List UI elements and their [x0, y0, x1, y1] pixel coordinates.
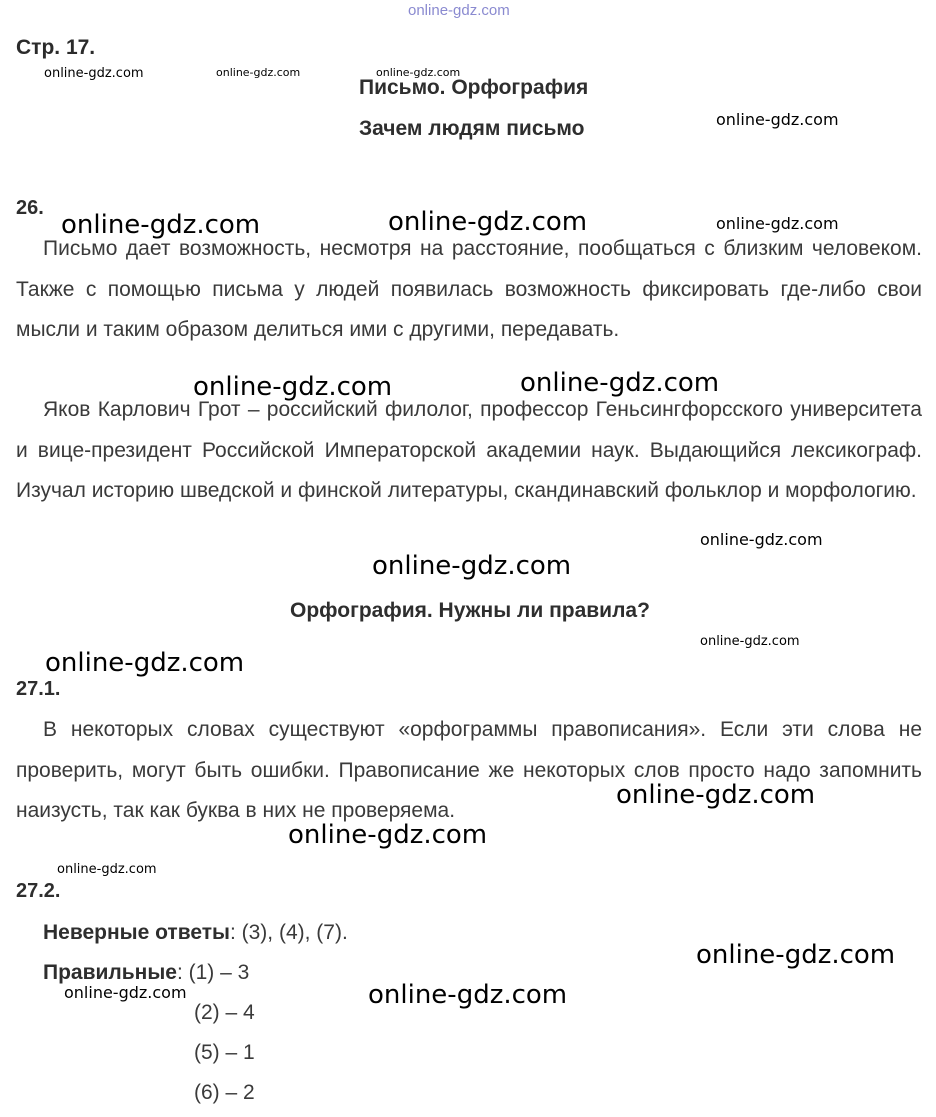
header-watermark: online-gdz.com	[408, 2, 510, 19]
watermark: online-gdz.com	[216, 66, 301, 79]
wrong-answers-label: Неверные ответы	[43, 921, 230, 944]
right-answer-2: (2) – 4	[194, 1001, 255, 1024]
watermark: online-gdz.com	[376, 66, 461, 79]
exercise-26-number: 26.	[16, 197, 44, 219]
watermark: online-gdz.com	[716, 214, 839, 233]
page-subtitle: Зачем людям письмо	[359, 117, 585, 140]
wrong-answers-values: : (3), (4), (7).	[229, 921, 348, 944]
wrong-answers	[43, 921, 348, 945]
exercise-26-paragraph-1: Письмо дает возможность, несмотря на расстояние, пообщаться с близким человеком. Также с помощью письма у людей появилась возможность фиксировать где-либо свои мысли и таким образом делиться ими с другими, передавать.	[16, 237, 922, 341]
watermark: online-gdz.com	[616, 780, 816, 810]
watermark: online-gdz.com	[57, 862, 157, 877]
exercise-27-1-paragraph: В некоторых словах существуют «орфограммы правописания». Если эти слова не проверить, могут быть ошибки. Правописание же некоторых слов просто надо запомнить наизусть, так как буква в них не проверяема.	[16, 718, 922, 822]
right-answers-label: Правильные	[43, 961, 177, 984]
watermark: online-gdz.com	[64, 983, 187, 1002]
right-answers	[43, 961, 249, 985]
watermark: online-gdz.com	[44, 66, 144, 81]
watermark: online-gdz.com	[696, 940, 896, 970]
right-answer-3: (5) – 1	[194, 1041, 255, 1064]
watermark: online-gdz.com	[372, 551, 572, 581]
watermark: online-gdz.com	[368, 980, 568, 1010]
section-title: Орфография. Нужны ли правила?	[290, 599, 650, 622]
exercise-27-1-number: 27.1.	[16, 678, 61, 700]
right-answer-1: : (1) – 3	[176, 961, 250, 984]
watermark: online-gdz.com	[193, 372, 393, 402]
watermark: online-gdz.com	[700, 530, 823, 549]
watermark: online-gdz.com	[520, 368, 720, 398]
watermark: online-gdz.com	[716, 110, 839, 129]
page-number: Стр. 17.	[16, 36, 96, 59]
exercise-26-paragraph-2: Яков Карлович Грот – российский филолог, профессор Геньсингфорсского университета и вице-президент Российской Императорской академии наук. Выдающийся лексикограф. Изучал историю шведской и финской литературы, скандинавский фольклор и морфологию.	[16, 398, 922, 502]
watermark: online-gdz.com	[61, 210, 261, 240]
watermark: online-gdz.com	[45, 648, 245, 678]
exercise-27-2-number: 27.2.	[16, 880, 61, 902]
watermark: online-gdz.com	[388, 207, 588, 237]
right-answer-4: (6) – 2	[194, 1081, 255, 1104]
page-title: Письмо. Орфография	[359, 76, 589, 99]
watermark: online-gdz.com	[700, 634, 800, 649]
watermark: online-gdz.com	[288, 820, 488, 850]
